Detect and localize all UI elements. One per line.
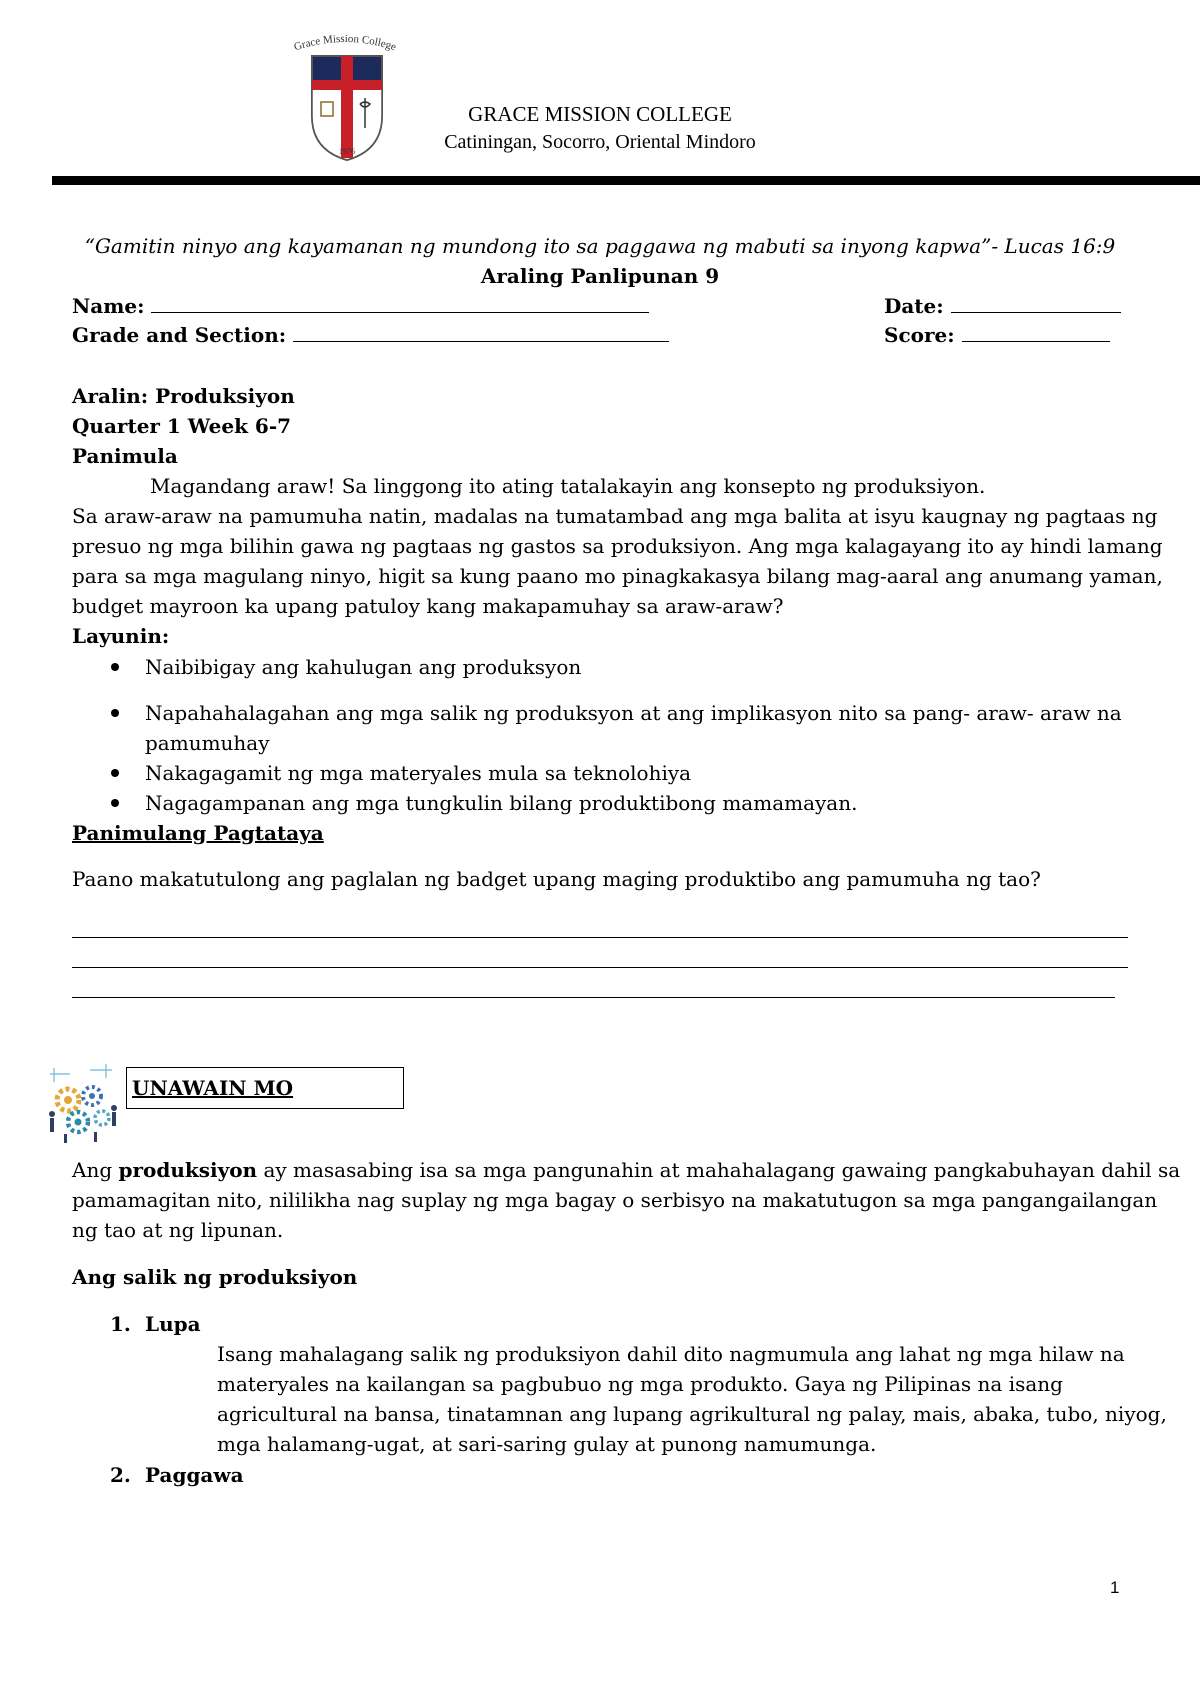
unawain-paragraph-line: ng tao at ng lipunan.	[72, 1218, 284, 1242]
page-number: 1	[1110, 1578, 1120, 1597]
factor-number: 1.	[110, 1312, 131, 1336]
objective-item: Nagagampanan ang mga tungkulin bilang produktibong mamamayan.	[145, 791, 858, 815]
factor-desc-line: Isang mahalagang salik ng produksiyon dahil dito nagmumula ang lahat ng mga hilaw na	[217, 1342, 1125, 1366]
score-field[interactable]	[884, 320, 1110, 350]
bullet-icon	[111, 709, 119, 717]
answer-line[interactable]	[72, 997, 1115, 998]
unawain-box	[126, 1067, 404, 1109]
factor-desc-line: mga halamang-ugat, at sari-saring gulay at punong namumunga.	[217, 1432, 877, 1456]
bullet-icon	[111, 663, 119, 671]
bullet-icon	[111, 769, 119, 777]
name-label: Name:	[72, 294, 145, 318]
lesson-title: Aralin: Produksiyon	[72, 384, 295, 408]
factor-name: Lupa	[145, 1312, 201, 1336]
factor-number: 2.	[110, 1463, 131, 1487]
intro-line: budget mayroon ka upang patuloy kang makapamuhay sa araw-araw?	[72, 594, 784, 618]
para-text: Ang	[72, 1158, 119, 1182]
pretest-heading: Panimulang Pagtataya	[72, 821, 324, 845]
score-label: Score:	[884, 323, 955, 347]
subject-title: Araling Panlipunan 9	[480, 264, 720, 288]
factor-desc-line: materyales na kailangan sa pagbubuo ng mga produkto. Gaya ng Pilipinas na isang	[217, 1372, 1063, 1396]
answer-line[interactable]	[72, 967, 1128, 968]
objective-item: Napahahalagahan ang mga salik ng produksyon at ang implikasyon nito sa pang- araw- araw na	[145, 701, 1122, 725]
name-blank[interactable]	[151, 292, 649, 313]
score-blank[interactable]	[962, 321, 1110, 342]
objectives-heading: Layunin:	[72, 624, 170, 648]
date-label: Date:	[884, 294, 944, 318]
intro-first-line: Magandang araw! Sa linggong ito ating tatalakayin ang konsepto ng produksiyon.	[150, 474, 986, 498]
logo-arc-text: Grace Mission College	[292, 32, 398, 54]
para-bold-term: produksiyon	[118, 1158, 258, 1182]
intro-line: para sa mga magulang ninyo, higit sa kung paano mo pinagkakasya bilang mag-aaral ang anumang yaman,	[72, 564, 1163, 588]
header-rule	[52, 176, 1200, 185]
objective-item-cont: pamumuhay	[145, 731, 270, 755]
answer-line[interactable]	[72, 937, 1128, 938]
unawain-paragraph-line	[72, 1155, 1181, 1185]
school-address: Catiningan, Socorro, Oriental Mindoro	[444, 131, 756, 153]
gears-people-icon	[40, 1062, 122, 1144]
intro-heading: Panimula	[72, 444, 178, 468]
date-field[interactable]	[884, 291, 1121, 321]
bible-quote: “Gamitin ninyo ang kayamanan ng mundong ito sa paggawa ng mabuti sa inyong kapwa”- Lucas 16:9	[84, 234, 1116, 258]
name-field[interactable]	[72, 291, 649, 321]
unawain-title: UNAWAIN MO	[132, 1076, 294, 1100]
objective-item: Naibibigay ang kahulugan ang produksyon	[145, 655, 582, 679]
bullet-icon	[111, 799, 119, 807]
pretest-question: Paano makatutulong ang paglalan ng badget upang maging produktibo ang pamumuha ng tao?	[72, 867, 1041, 891]
unawain-paragraph-line: pamamagitan nito, nililikha nag suplay ng mga bagay o serbisyo na makatutugon sa mga pangangailangan	[72, 1188, 1158, 1212]
grade-section-blank[interactable]	[293, 321, 669, 342]
factor-name: Paggawa	[145, 1463, 244, 1487]
para-text: ay masasabing isa sa mga pangunahin at mahahalagang gawaing pangkabuhayan dahil sa	[257, 1158, 1181, 1182]
intro-line: presuo ng mga bilihin gawa ng pagtaas ng gastos sa produksiyon. Ang mga kalagayang ito ay hindi lamang	[72, 534, 1163, 558]
factors-heading: Ang salik ng produksiyon	[72, 1265, 358, 1289]
logo-year: 1976	[339, 147, 355, 156]
grade-section-field[interactable]	[72, 320, 669, 350]
lesson-quarter: Quarter 1 Week 6-7	[72, 414, 292, 438]
factor-desc-line: agricultural na bansa, tinatamnan ang lupang agrikultural ng palay, mais, abaka, tubo, niyog,	[217, 1402, 1167, 1426]
date-blank[interactable]	[951, 292, 1121, 313]
objective-item: Nakagagamit ng mga materyales mula sa teknolohiya	[145, 761, 692, 785]
school-name: GRACE MISSION COLLEGE	[468, 102, 732, 126]
intro-line: Sa araw-araw na pamumuha natin, madalas na tumatambad ang mga balita at isyu kaugnay ng pagtaas ng	[72, 504, 1158, 528]
grade-section-label: Grade and Section:	[72, 323, 287, 347]
